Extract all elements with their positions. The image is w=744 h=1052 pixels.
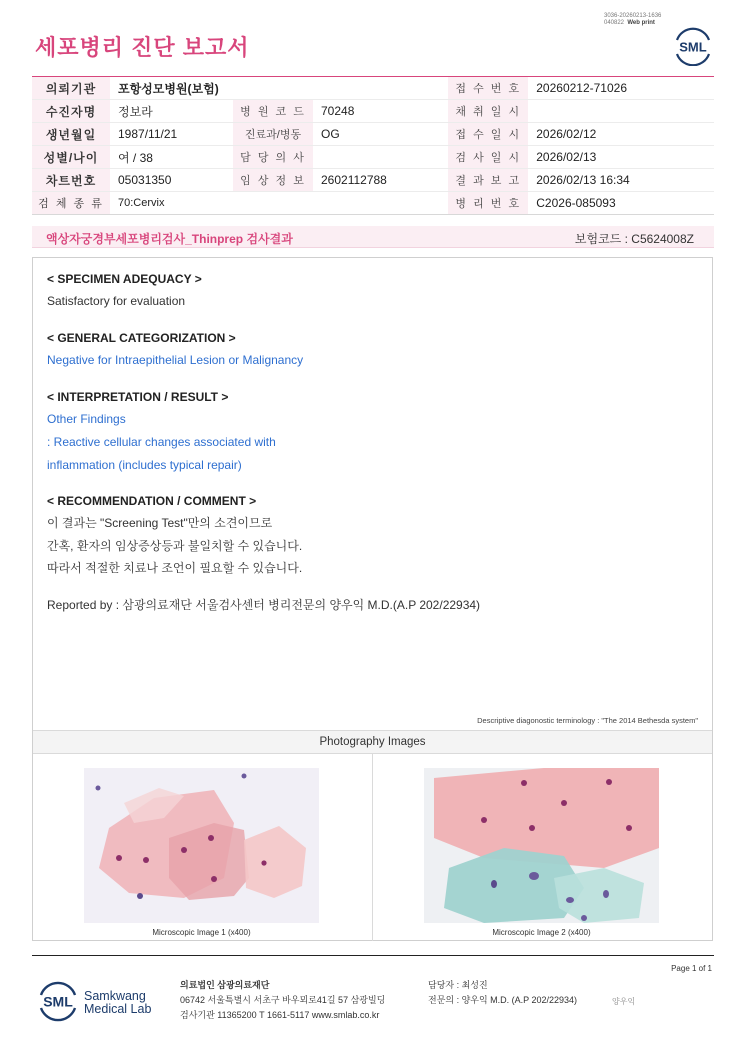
- table-row: [32, 100, 714, 123]
- label-receipt-date: 접 수 일 시: [448, 123, 528, 146]
- reported-by: Reported by : 삼광의료재단 서울검사센터 병리전문의 양우익 M.D.(A.P 202/22934): [47, 598, 481, 612]
- value-result-report: 2026/02/13 16:34: [528, 169, 714, 192]
- label-sex-age: 성별/나이: [32, 146, 110, 169]
- recommendation-line-2: 간혹, 환자의 임상증상등과 불일치할 수 있습니다.: [47, 539, 303, 553]
- org-address: 06742 서울특별시 서초구 바우뫼로41길 57 삼광빌딩: [180, 995, 386, 1005]
- value-department: OG: [313, 123, 448, 146]
- table-row: [32, 77, 714, 100]
- label-clinical-info: 임 상 정 보: [233, 169, 313, 192]
- label-birthdate: 생년월일: [32, 123, 110, 146]
- staff-info: [428, 978, 577, 1008]
- logo-text: SML: [679, 39, 707, 55]
- table-row: [32, 192, 714, 215]
- label-result-report: 결 과 보 고: [448, 169, 528, 192]
- result-box: [32, 257, 713, 941]
- logo-text: SML: [43, 993, 73, 1010]
- label-receipt-no: 접 수 번 호: [448, 77, 528, 100]
- label-hospital-code: 병 원 코 드: [233, 100, 313, 123]
- table-row: [32, 123, 714, 146]
- interpretation-line-3: inflammation (includes typical repair): [47, 458, 242, 472]
- value-doctor: [313, 146, 448, 169]
- org-contact: 검사기관 11365200 T 1661-5117 www.smlab.co.kr: [180, 1010, 380, 1020]
- caption-image-2: Microscopic Image 2 (x400): [492, 928, 591, 937]
- signature: 양우익: [612, 997, 636, 1006]
- sml-logo: [672, 26, 714, 66]
- value-chart-no: 05031350: [110, 169, 233, 192]
- interpretation-line-1: Other Findings: [47, 412, 126, 426]
- table-row: [32, 146, 714, 169]
- label-test-date: 검 사 일 시: [448, 146, 528, 169]
- value-test-date: 2026/02/13: [528, 146, 714, 169]
- org-name: 의료법인 삼광의료재단: [180, 980, 270, 990]
- value-receipt-no: 20260212-71026: [528, 77, 714, 100]
- interpretation-line-2: : Reactive cellular changes associated with: [47, 435, 276, 449]
- heading-specimen-adequacy: < SPECIMEN ADEQUACY >: [47, 272, 202, 286]
- value-specimen-type: 70:Cervix: [110, 192, 448, 215]
- page-title: 세포병리 진단 보고서: [35, 35, 250, 60]
- exam-title-bar: [32, 226, 714, 248]
- value-hospital-code: 70248: [313, 100, 448, 123]
- patient-info-table: [32, 76, 714, 215]
- exam-name: 액상자궁경부세포병리검사_Thinprep 검사결과: [46, 232, 293, 246]
- recommendation-line-3: 따라서 적절한 치료나 조언이 필요할 수 있습니다.: [47, 561, 303, 575]
- org-info: [180, 978, 385, 1023]
- specialist: 전문의 : 양우익 M.D. (A.P 202/22934): [428, 995, 578, 1005]
- label-referring-org: 의뢰기관: [32, 77, 110, 100]
- terminology-note: Descriptive diagonostic terminology : "The 2014 Bethesda system": [477, 716, 698, 725]
- value-sex-age: 여 / 38: [110, 146, 233, 169]
- insurance-code: 보험코드 : C5624008Z: [574, 232, 694, 246]
- sml-footer-logo: [36, 980, 80, 1022]
- value-birthdate: 1987/11/21: [110, 123, 233, 146]
- label-doctor: 담 당 의 사: [233, 146, 313, 169]
- general-categorization: Negative for Intraepithelial Lesion or Malignancy: [47, 353, 304, 367]
- label-department: 진료과/병동: [233, 123, 313, 146]
- label-collection-time: 채 취 일 시: [448, 100, 528, 123]
- value-clinical-info: 2602112788: [313, 169, 448, 192]
- manager: 담당자 : 최성진: [428, 980, 488, 990]
- microscopic-image-2: [424, 768, 659, 923]
- heading-recommendation: < RECOMMENDATION / COMMENT >: [47, 494, 257, 508]
- label-chart-no: 차트번호: [32, 169, 110, 192]
- label-specimen-type: 검 체 종 류: [32, 192, 110, 215]
- label-patient-name: 수진자명: [32, 100, 110, 123]
- microscopic-image-1: [84, 768, 319, 923]
- heading-interpretation: < INTERPRETATION / RESULT >: [47, 390, 229, 404]
- value-patient-name: 정보라: [110, 100, 233, 123]
- footer-divider: [32, 955, 714, 956]
- value-collection-time: [528, 100, 714, 123]
- document-id: 3036-20260213-1636 040822 Web print: [604, 13, 662, 26]
- table-row: [32, 169, 714, 192]
- value-receipt-date: 2026/02/12: [528, 123, 714, 146]
- specimen-adequacy: Satisfactory for evaluation: [47, 294, 186, 308]
- brand-name: Samkwang Medical Lab: [84, 989, 152, 1016]
- photography-header: Photography Images: [33, 730, 712, 754]
- label-pathology-no: 병 리 번 호: [448, 192, 528, 215]
- caption-image-1: Microscopic Image 1 (x400): [152, 928, 251, 937]
- heading-general-categorization: < GENERAL CATEGORIZATION >: [47, 331, 236, 345]
- page-number: Page 1 of 1: [671, 964, 712, 973]
- value-referring-org: 포항성모병원(보험): [110, 77, 448, 100]
- recommendation-line-1: 이 결과는 "Screening Test"만의 소견이므로: [47, 516, 273, 530]
- value-pathology-no: C2026-085093: [528, 192, 714, 215]
- photo-divider: [372, 754, 373, 941]
